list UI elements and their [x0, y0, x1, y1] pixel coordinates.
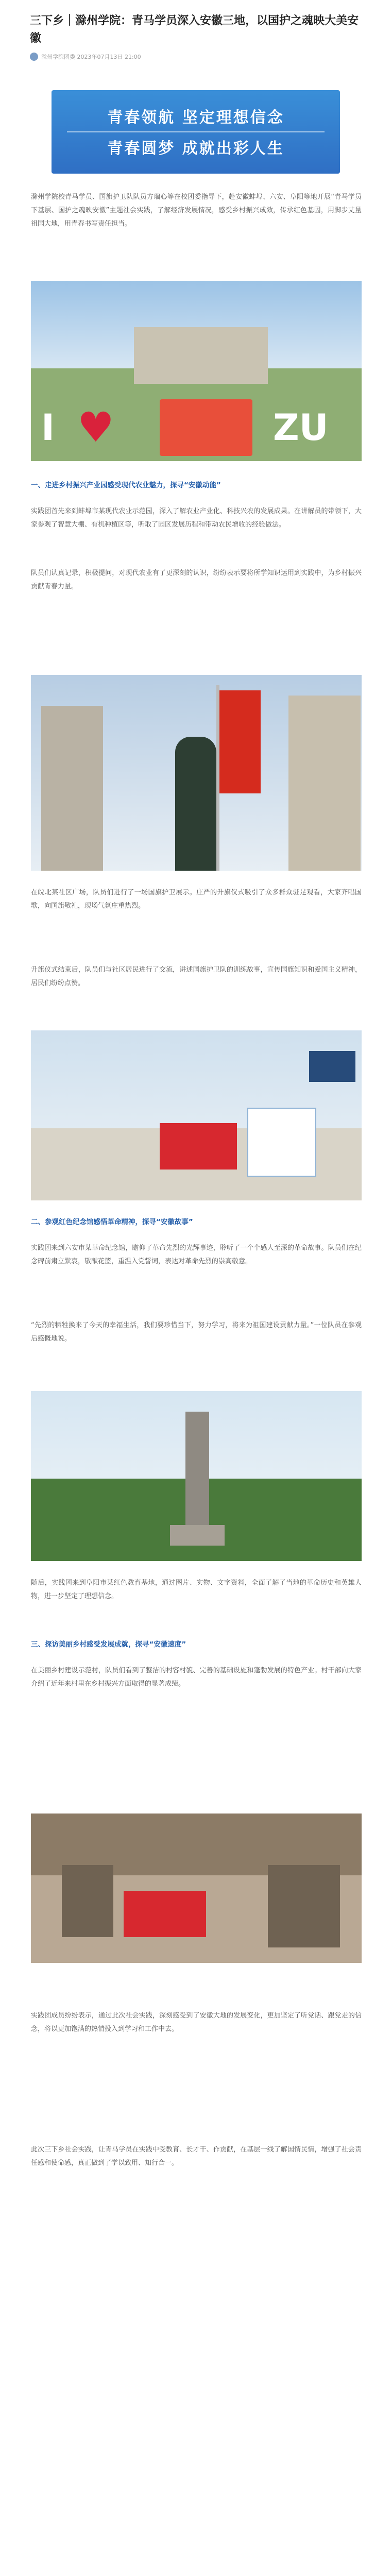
photo-flag-guard [31, 675, 362, 871]
paragraph-9: 在美丽乡村建设示范村，队员们看到了整洁的村容村貌、完善的基础设施和蓬勃发展的特色产业。村干部向大家介绍了近年来村里在乡村振兴方面取得的显著成绩。 [31, 1667, 362, 1688]
rainbow-decoration [88, 2566, 304, 2576]
paragraph-3: 队员们认真记录，积极提问，对现代农业有了更深刻的认识，纷纷表示要将所学知识运用到实践中，为乡村振兴贡献青春力量。 [31, 569, 362, 590]
paragraph-intro: 滁州学院校青马学员、国旗护卫队队员方瑞心等在校团委指导下，赴安徽蚌埠、六安、阜阳等地开展“青马学员下基层、国护之魂映安徽”主题社会实践，了解经济发展情况，感受乡村振兴成效，传承红色基因，用脚步丈量祖国大地，用青春书写责任担当。 [31, 193, 362, 228]
photo-sculpture-group [31, 1814, 362, 1963]
banner-line-1: 青春领航 坚定理想信念 [107, 109, 284, 127]
paragraph-8: 随后，实践团来到阜阳市某红色教育基地，通过图片、实物、文字资料，全面了解了当地的革命历史和英雄人物，进一步坚定了理想信念。 [31, 1579, 362, 1600]
section-heading-1: 一、走进乡村振兴产业园感受现代农业魅力，探寻“安徽动能” [31, 481, 221, 489]
banner-line-2: 青春圆梦 成就出彩人生 [107, 140, 284, 158]
section-heading-3: 三、探访美丽乡村感受发展成就，探寻“安徽速度” [31, 1640, 186, 1649]
photo-team-banner [31, 1030, 362, 1200]
section-heading-2: 二、参观红色纪念馆感悟革命精神，探寻“安徽故事” [31, 1218, 193, 1226]
article-meta [30, 53, 141, 61]
paragraph-4: 在皖北某社区广场，队员们进行了一场国旗护卫展示。庄严的升旗仪式吸引了众多群众驻足观看，大家齐唱国歌，向国旗敬礼，现场气氛庄重热烈。 [31, 889, 362, 910]
paragraph-11: 此次三下乡社会实践，让青马学员在实践中受教育、长才干、作贡献，在基层一线了解国情民情，增强了社会责任感和使命感，真正做到了学以致用、知行合一。 [31, 2146, 362, 2167]
photo-campus-group: I ♥ ZU [31, 281, 362, 461]
banner-divider [67, 131, 325, 132]
article-title: 三下乡｜滁州学院：青马学员深入安徽三地，以国护之魂映大美安徽 [30, 14, 359, 45]
paragraph-10: 实践团成员纷纷表示，通过此次社会实践，深刻感受到了安徽大地的发展变化，更加坚定了听党话、跟党走的信念，将以更加饱满的热情投入到学习和工作中去。 [31, 2012, 362, 2033]
photo-monument [31, 1391, 362, 1561]
paragraph-6: 实践团来到六安市某革命纪念馆，瞻仰了革命先烈的光辉事迹，聆听了一个个感人至深的革命故事。队员们在纪念碑前肃立默哀，敬献花篮，重温入党誓词，表达对革命先烈的崇高敬意。 [31, 1244, 362, 1265]
paragraph-7: “先烈的牺牲换来了今天的幸福生活，我们要珍惜当下，努力学习，将来为祖国建设贡献力量。”一位队员在参观后感慨地说。 [31, 1321, 362, 1343]
paragraph-5: 升旗仪式结束后，队员们与社区居民进行了交流，讲述国旗护卫队的训练故事，宣传国旗知识和爱国主义精神，居民们纷纷点赞。 [31, 966, 362, 987]
avatar-icon [30, 53, 38, 61]
article-meta-text: 滁州学院团委 2023年07月13日 21:00 [41, 54, 141, 60]
paragraph-2: 实践团首先来到蚌埠市某现代农业示范园，深入了解农业产业化、科技兴农的发展成果。在讲解员的带领下，大家参观了智慧大棚、有机种植区等，听取了园区发展历程和带动农民增收的经验做法。 [31, 507, 362, 529]
slogan-banner [52, 90, 340, 174]
